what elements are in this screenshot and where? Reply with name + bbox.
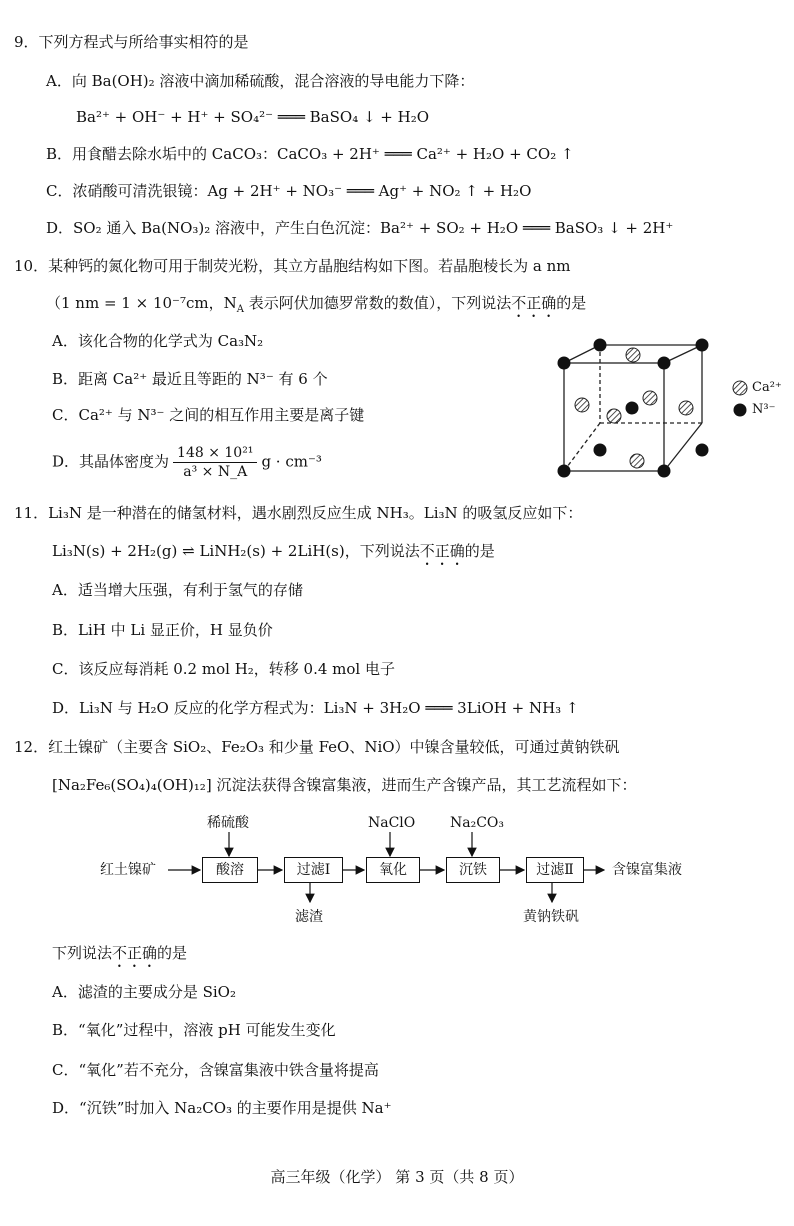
q10-option-d: D．其晶体密度为 $\frac{\text{148 × 10²¹}}{\text{a³ × N\_A}}$ g · cm⁻³ xyxy=(52,445,322,480)
ca-ion xyxy=(575,398,589,412)
n-ion-corner xyxy=(658,465,671,478)
legend-n-label: N³⁻ xyxy=(752,402,776,417)
q11-option-b: B．LiH 中 Li 显正价，H 显负价 xyxy=(52,621,273,639)
emphasis-not-correct: 不正确 xyxy=(112,944,158,962)
q10-option-c: C．Ca²⁺ 与 N³⁻ 之间的相互作用主要是离子键 xyxy=(52,406,365,424)
n-ion-corner xyxy=(594,444,607,457)
n-ion-center xyxy=(626,402,639,415)
n-ion-corner xyxy=(696,339,709,352)
q9-option-a-equation: Ba²⁺ + OH⁻ + H⁺ + SO₄²⁻ ═══ BaSO₄ ↓ + H₂O xyxy=(76,108,430,126)
ca-ion xyxy=(679,401,693,415)
density-fraction: $\frac{\text{148 × 10²¹}}{\text{a³ × N\_A}}$ xyxy=(173,444,257,481)
n-ion-corner xyxy=(658,357,671,370)
legend-ca-label: Ca²⁺ xyxy=(752,380,782,395)
flow-output: 含镍富集液 xyxy=(612,862,682,878)
q10-option-a: A．该化合物的化学式为 Ca₃N₂ xyxy=(52,332,264,350)
q9-option-a: A．向 Ba(OH)₂ 溶液中滴加稀硫酸，混合溶液的导电能力下降： xyxy=(46,72,475,90)
q10-option-b: B．距离 Ca²⁺ 最近且等距的 N³⁻ 有 6 个 xyxy=(52,370,328,388)
q11-option-c: C．该反应每消耗 0.2 mol H₂，转移 0.4 mol 电子 xyxy=(52,660,395,678)
q10-stem-line2: （1 nm = 1 × 10⁻⁷cm，$N_A$ 表示阿伏加德罗常数的数值），下列说法不正确的是 xyxy=(46,294,587,315)
q12-option-d: D．“沉铁”时加入 Na₂CO₃ 的主要作用是提供 Na⁺ xyxy=(52,1099,392,1117)
q11-option-d: D．Li₃N 与 H₂O 反应的化学方程式为：Li₃N + 3H₂O ═══ 3LiOH + NH₃ ↑ xyxy=(52,699,579,717)
legend-ca-symbol xyxy=(733,381,747,395)
n-ion-corner xyxy=(558,465,571,478)
q9-option-c: C．浓硝酸可清洗银镜：Ag + 2H⁺ + NO₃⁻ ═══ Ag⁺ + NO₂ ↑ + H₂O xyxy=(46,182,532,200)
flow-step-iron-precip: 沉铁 xyxy=(446,857,500,883)
q12-stem-line2: [Na₂Fe₆(SO₄)₄(OH)₁₂] 沉淀法获得含镍富集液，进而生产含镍产品，其工艺流程如下： xyxy=(52,776,637,794)
n-ion-corner xyxy=(696,444,709,457)
flow-residue: 滤渣 xyxy=(295,909,323,925)
n-ion-corner xyxy=(594,339,607,352)
emphasis-not-correct: 不正确 xyxy=(419,542,465,560)
flow-step-filter-2: 过滤Ⅱ xyxy=(526,857,584,883)
ca-ion xyxy=(630,454,644,468)
flow-step-filter-1: 过滤Ⅰ xyxy=(284,857,343,883)
flow-step-acid-dissolve: 酸溶 xyxy=(202,857,258,883)
emphasis-not-correct: 不正确 xyxy=(511,294,557,312)
flow-naclo-reagent: NaClO xyxy=(368,815,416,831)
q11-option-a: A．适当增大压强，有利于氢气的存储 xyxy=(52,581,303,599)
n-ion-corner xyxy=(558,357,571,370)
ca-ion xyxy=(607,409,621,423)
page-footer: 高三年级（化学） 第 3 页（共 8 页） xyxy=(270,1168,524,1186)
flow-input: 红土镍矿 xyxy=(100,862,156,878)
q9-stem: 9．下列方程式与所给事实相符的是 xyxy=(14,33,249,51)
legend-n-symbol xyxy=(734,404,747,417)
flow-na2co3-reagent: Na₂CO₃ xyxy=(450,815,505,831)
q12-option-c: C．“氧化”若不充分，含镍富集液中铁含量将提高 xyxy=(52,1061,379,1079)
q11-stem: 11．Li₃N 是一种潜在的储氢材料，遇水剧烈反应生成 NH₃。Li₃N 的吸氢反应如下： xyxy=(14,504,583,522)
q9-option-d: D．SO₂ 通入 Ba(NO₃)₂ 溶液中，产生白色沉淀：Ba²⁺ + SO₂ + H₂O ═══ BaSO₃ ↓ + 2H⁺ xyxy=(46,219,674,237)
ca-ion xyxy=(626,348,640,362)
q10-stem: 10．某种钙的氮化物可用于制荧光粉，其立方晶胞结构如下图。若晶胞棱长为 a nm xyxy=(14,257,571,275)
flow-step-oxidation: 氧化 xyxy=(366,857,420,883)
flow-acid-reagent: 稀硫酸 xyxy=(207,815,249,831)
q12-option-b: B．“氧化”过程中，溶液 pH 可能发生变化 xyxy=(52,1021,336,1039)
q12-stem: 12．红土镍矿（主要含 SiO₂、Fe₂O₃ 和少量 FeO、NiO）中镍含量较低，可通过黄钠铁矾 xyxy=(14,738,620,756)
q11-equation: Li₃N(s) + 2H₂(g) ⇌ LiNH₂(s) + 2LiH(s)，下列说法不正确的是 xyxy=(52,542,495,560)
q12-option-a: A．滤渣的主要成分是 SiO₂ xyxy=(52,983,236,1001)
flow-jarosite: 黄钠铁矾 xyxy=(523,909,579,925)
q12-ask: 下列说法不正确的是 xyxy=(52,944,188,962)
q9-option-b: B．用食醋去除水垢中的 CaCO₃：CaCO₃ + 2H⁺ ═══ Ca²⁺ + H₂O + CO₂ ↑ xyxy=(46,145,574,163)
ca-ion xyxy=(643,391,657,405)
